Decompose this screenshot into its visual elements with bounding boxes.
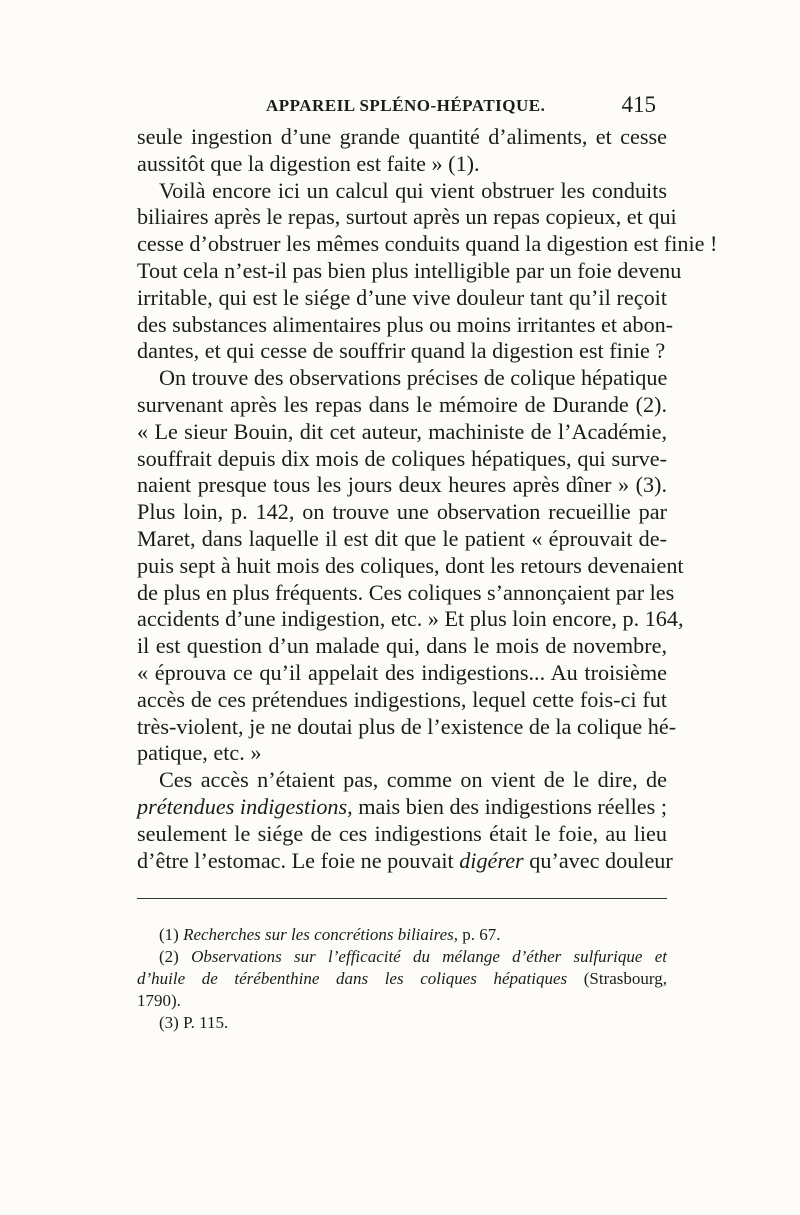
footnote-3: (3) P. 115.: [159, 1013, 229, 1032]
text-line: accès de ces prétendues indigestions, lequel cette fois-ci fut: [137, 686, 667, 712]
italic-word: digérer: [459, 847, 524, 873]
text-line: « éprouva ce qu’il appelait des indigestions... Au troisième: [137, 659, 667, 685]
text-line: Ces accès n’étaient pas, comme on vient de le dire, de: [159, 767, 667, 793]
body-text: [137, 124, 718, 874]
footnote-mark: (2): [159, 947, 179, 966]
text-line: très-violent, je ne doutai plus de l’existence de la colique hé-: [137, 713, 677, 739]
footnote-2-year: 1790).: [137, 991, 181, 1010]
text-line: Tout cela n’est-il pas bien plus intelligible par un foie devenu: [137, 257, 682, 283]
text-line: seulement le siége de ces indigestions était le foie, au lieu: [137, 820, 667, 846]
text-line: Maret, dans laquelle il est dit que le patient « éprouvait de-: [137, 525, 667, 551]
text-line: On trouve des observations précises de colique hépatique: [159, 365, 668, 391]
text-span: mais bien des indigestions réelles ;: [352, 793, 667, 819]
text-line: biliaires après le repas, surtout après un repas copieux, et qui: [137, 204, 677, 230]
text-line: aussitôt que la digestion est faite » (1).: [137, 150, 480, 176]
text-line: Voilà encore ici un calcul qui vient obstruer les conduits: [159, 177, 667, 203]
footnote-2-cont: [137, 968, 667, 990]
text-line: [137, 794, 667, 821]
text-line: patique, etc. »: [137, 740, 262, 766]
footnote-2: [137, 946, 667, 968]
footnote-rule: [137, 898, 667, 899]
text-span: d’être l’estomac. Le foie ne pouvait: [137, 847, 460, 873]
footnotes: [137, 924, 667, 1034]
text-span: qu’avec douleur: [523, 847, 673, 873]
text-line: de plus en plus fréquents. Ces coliques s’annonçaient par les: [137, 579, 675, 605]
footnote-text: (Strasbourg,: [567, 969, 667, 988]
footnote-title: d’huile de térébenthine dans les coliques hépatiques: [137, 969, 568, 988]
text-line: souffrait depuis dix mois de coliques hépatiques, qui surve-: [137, 445, 667, 471]
text-line: « Le sieur Bouin, dit cet auteur, machiniste de l’Académie,: [137, 418, 667, 444]
italic-phrase: prétendues indigestions,: [137, 793, 353, 819]
footnote-title: Recherches sur les concrétions biliaires,: [183, 925, 459, 944]
text-line: naient presque tous les jours deux heures après dîner » (3).: [137, 472, 667, 498]
text-line: [137, 847, 673, 875]
text-line: seule ingestion d’une grande quantité d’aliments, et cesse: [137, 124, 667, 149]
text-line: survenant après les repas dans le mémoire de Durande (2).: [137, 391, 667, 417]
text-line: cesse d’obstruer les mêmes conduits quand la digestion est finie !: [137, 231, 718, 257]
text-line: puis sept à huit mois des coliques, dont les retours devenaient: [137, 552, 684, 578]
text-line: accidents d’une indigestion, etc. » Et plus loin encore, p. 164,: [137, 606, 684, 632]
text-line: Plus loin, p. 142, on trouve une observation recueillie par: [137, 499, 667, 525]
text-line: des substances alimentaires plus ou moins irritantes et abon-: [137, 311, 674, 337]
page-number: 415: [621, 92, 656, 117]
text-line: dantes, et qui cesse de souffrir quand la digestion est finie ?: [137, 338, 666, 364]
text-line: irritable, qui est le siége d’une vive douleur tant qu’il reçoit: [137, 284, 667, 310]
running-head: [138, 92, 660, 126]
footnote-mark: (1): [159, 925, 179, 944]
footnote-1: [137, 924, 667, 946]
running-title: APPAREIL SPLÉNO-HÉPATIQUE.: [266, 96, 546, 115]
footnote-text: p. 67.: [458, 925, 501, 944]
text-line: il est question d’un malade qui, dans le mois de novembre,: [137, 633, 667, 659]
footnote-title: Observations sur l’efficacité du mélange d’éther sulfurique et: [191, 947, 667, 966]
